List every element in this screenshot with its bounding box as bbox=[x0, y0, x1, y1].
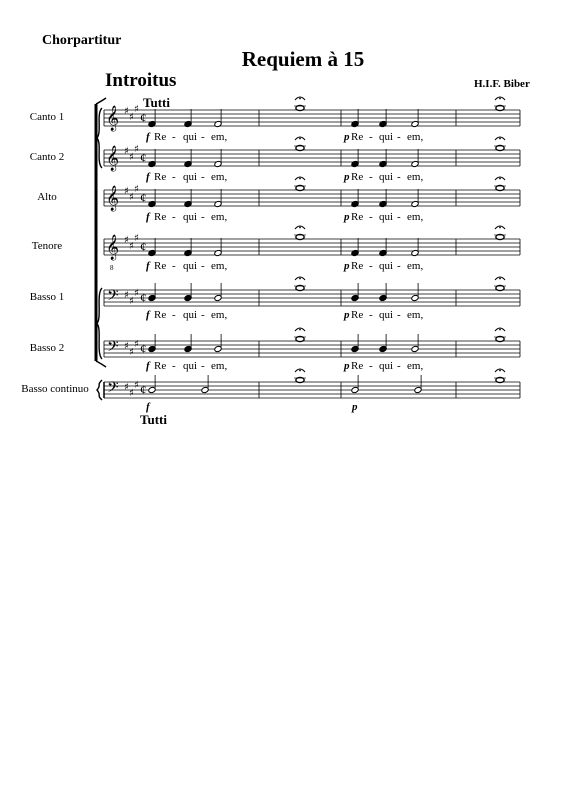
basso-brace bbox=[97, 288, 102, 359]
fermata-dot bbox=[499, 98, 501, 100]
lyric-syllable: qui bbox=[379, 309, 394, 321]
lyric-syllable: - bbox=[369, 171, 373, 183]
lyric-syllable: - bbox=[201, 360, 205, 372]
lyric-syllable: qui bbox=[379, 360, 394, 372]
sharp-sign: ♯ bbox=[129, 152, 134, 163]
lyric-syllable: - bbox=[201, 211, 205, 223]
bass-clef: 𝄢 bbox=[107, 379, 119, 400]
sharp-sign: ♯ bbox=[129, 112, 134, 123]
treble-clef: 𝄞 bbox=[106, 186, 120, 211]
sharp-sign: ♯ bbox=[134, 288, 139, 299]
lyric-syllable: - bbox=[369, 131, 373, 143]
lyric-syllable: em, bbox=[211, 360, 228, 372]
lyric-syllable: - bbox=[172, 131, 176, 143]
fermata-dot bbox=[499, 178, 501, 180]
lyric-syllable: em, bbox=[211, 131, 228, 143]
dynamic-mark: f bbox=[146, 211, 150, 223]
treble-clef: 𝄞 bbox=[106, 235, 120, 260]
sharp-sign: ♯ bbox=[129, 192, 134, 203]
lyric-syllable: Re bbox=[154, 131, 167, 143]
dynamic-mark: f bbox=[146, 401, 150, 413]
dynamic-mark: p bbox=[344, 171, 350, 183]
sharp-sign: ♯ bbox=[134, 380, 139, 391]
time-signature: ¢ bbox=[140, 290, 147, 305]
dynamic-mark: f bbox=[146, 171, 150, 183]
dynamic-mark: p bbox=[344, 260, 350, 272]
bass-clef: 𝄢 bbox=[107, 338, 119, 359]
lyric-syllable: - bbox=[172, 360, 176, 372]
lyric-syllable: - bbox=[201, 171, 205, 183]
tutti-label-bottom: Tutti bbox=[140, 412, 167, 427]
lyric-syllable: Re bbox=[154, 309, 167, 321]
time-signature: ¢ bbox=[140, 110, 147, 125]
sharp-sign: ♯ bbox=[124, 341, 129, 352]
staff-name: Basso 2 bbox=[29, 342, 65, 354]
lyric-syllable: qui bbox=[379, 131, 394, 143]
fermata-dot bbox=[299, 178, 301, 180]
lyric-syllable: - bbox=[397, 131, 401, 143]
lyric-syllable: - bbox=[397, 309, 401, 321]
lyric-syllable: Re bbox=[154, 360, 167, 372]
lyric-syllable: - bbox=[369, 211, 373, 223]
corner-label: Chorpartitur bbox=[42, 33, 122, 48]
lyric-syllable: - bbox=[369, 360, 373, 372]
lyric-syllable: Re bbox=[154, 211, 167, 223]
staff-name: Basso continuo bbox=[21, 383, 89, 395]
lyric-syllable: qui bbox=[183, 131, 198, 143]
dynamic-mark: p bbox=[352, 401, 358, 413]
lyric-syllable: Re bbox=[154, 171, 167, 183]
lyric-syllable: - bbox=[172, 211, 176, 223]
fermata-dot bbox=[499, 227, 501, 229]
sharp-sign: ♯ bbox=[124, 186, 129, 197]
fermata-dot bbox=[299, 227, 301, 229]
lyric-syllable: em, bbox=[407, 211, 424, 223]
fermata-dot bbox=[299, 138, 301, 140]
sharp-sign: ♯ bbox=[134, 104, 139, 115]
lyric-syllable: - bbox=[397, 171, 401, 183]
lyric-syllable: em, bbox=[211, 211, 228, 223]
fermata-dot bbox=[499, 370, 501, 372]
lyric-syllable: em, bbox=[407, 360, 424, 372]
lyric-syllable: qui bbox=[183, 211, 198, 223]
lyric-syllable: Re bbox=[351, 211, 364, 223]
dynamic-mark: p bbox=[344, 309, 350, 321]
sharp-sign: ♯ bbox=[124, 146, 129, 157]
fermata-dot bbox=[499, 138, 501, 140]
treble-clef: 𝄞 bbox=[106, 146, 120, 171]
lyric-syllable: em, bbox=[407, 260, 424, 272]
lyric-syllable: - bbox=[397, 260, 401, 272]
lyric-syllable: em, bbox=[211, 260, 228, 272]
lyric-syllable: qui bbox=[183, 260, 198, 272]
lyric-syllable: qui bbox=[379, 211, 394, 223]
lyric-syllable: qui bbox=[379, 171, 394, 183]
page-title: Requiem à 15 bbox=[241, 47, 365, 71]
time-signature: ¢ bbox=[140, 150, 147, 165]
dynamic-mark: p bbox=[344, 360, 350, 372]
bass-clef: 𝄢 bbox=[107, 287, 119, 308]
bracket-hook bbox=[96, 361, 106, 367]
sharp-sign: ♯ bbox=[134, 144, 139, 155]
sharp-sign: ♯ bbox=[124, 106, 129, 117]
lyric-syllable: - bbox=[201, 260, 205, 272]
composer-name: H.I.F. Biber bbox=[474, 78, 530, 90]
staff-name: Tenore bbox=[31, 240, 63, 252]
fermata-dot bbox=[299, 98, 301, 100]
lyric-syllable: - bbox=[172, 260, 176, 272]
time-signature: ¢ bbox=[140, 382, 147, 397]
dynamic-mark: p bbox=[344, 211, 350, 223]
lyric-syllable: qui bbox=[379, 260, 394, 272]
time-signature: ¢ bbox=[140, 341, 147, 356]
fermata-dot bbox=[299, 278, 301, 280]
lyric-syllable: qui bbox=[183, 171, 198, 183]
section-heading: Introitus bbox=[105, 70, 177, 91]
lyric-syllable: - bbox=[369, 309, 373, 321]
staff-name: Alto bbox=[37, 191, 57, 203]
continuo-brace bbox=[97, 380, 102, 400]
lyric-syllable: - bbox=[369, 260, 373, 272]
canto-brace bbox=[97, 108, 102, 168]
fermata-dot bbox=[299, 329, 301, 331]
time-signature: ¢ bbox=[140, 239, 147, 254]
treble-clef: 𝄞 bbox=[106, 106, 120, 131]
fermata-dot bbox=[299, 370, 301, 372]
lyric-syllable: - bbox=[397, 211, 401, 223]
sharp-sign: ♯ bbox=[134, 233, 139, 244]
staff-name: Canto 1 bbox=[29, 111, 65, 123]
lyric-syllable: Re bbox=[351, 309, 364, 321]
lyric-syllable: - bbox=[201, 131, 205, 143]
lyric-syllable: Re bbox=[351, 131, 364, 143]
lyric-syllable: em, bbox=[407, 309, 424, 321]
lyric-syllable: qui bbox=[183, 309, 198, 321]
sharp-sign: ♯ bbox=[134, 184, 139, 195]
octave-mark: 8 bbox=[110, 264, 114, 272]
lyric-syllable: - bbox=[172, 171, 176, 183]
sharp-sign: ♯ bbox=[124, 382, 129, 393]
sharp-sign: ♯ bbox=[129, 347, 134, 358]
sharp-sign: ♯ bbox=[124, 235, 129, 246]
lyric-syllable: em, bbox=[211, 171, 228, 183]
dynamic-mark: f bbox=[146, 131, 150, 143]
lyric-syllable: - bbox=[397, 360, 401, 372]
lyric-syllable: Re bbox=[351, 260, 364, 272]
dynamic-mark: f bbox=[146, 309, 150, 321]
sharp-sign: ♯ bbox=[129, 388, 134, 399]
dynamic-mark: p bbox=[344, 131, 350, 143]
lyric-syllable: - bbox=[201, 309, 205, 321]
staff-name: Basso 1 bbox=[29, 291, 65, 303]
lyric-syllable: - bbox=[172, 309, 176, 321]
lyric-syllable: Re bbox=[154, 260, 167, 272]
lyric-syllable: em, bbox=[211, 309, 228, 321]
lyric-syllable: em, bbox=[407, 131, 424, 143]
tutti-label-top: Tutti bbox=[143, 95, 170, 110]
lyric-syllable: qui bbox=[183, 360, 198, 372]
sharp-sign: ♯ bbox=[124, 290, 129, 301]
time-signature: ¢ bbox=[140, 190, 147, 205]
dynamic-mark: f bbox=[146, 260, 150, 272]
sharp-sign: ♯ bbox=[129, 296, 134, 307]
bracket-hook bbox=[96, 98, 106, 104]
sharp-sign: ♯ bbox=[134, 339, 139, 350]
staff-name: Canto 2 bbox=[29, 151, 65, 163]
sharp-sign: ♯ bbox=[129, 241, 134, 252]
fermata-dot bbox=[499, 278, 501, 280]
lyric-syllable: Re bbox=[351, 171, 364, 183]
dynamic-mark: f bbox=[146, 360, 150, 372]
lyric-syllable: em, bbox=[407, 171, 424, 183]
lyric-syllable: Re bbox=[351, 360, 364, 372]
fermata-dot bbox=[499, 329, 501, 331]
